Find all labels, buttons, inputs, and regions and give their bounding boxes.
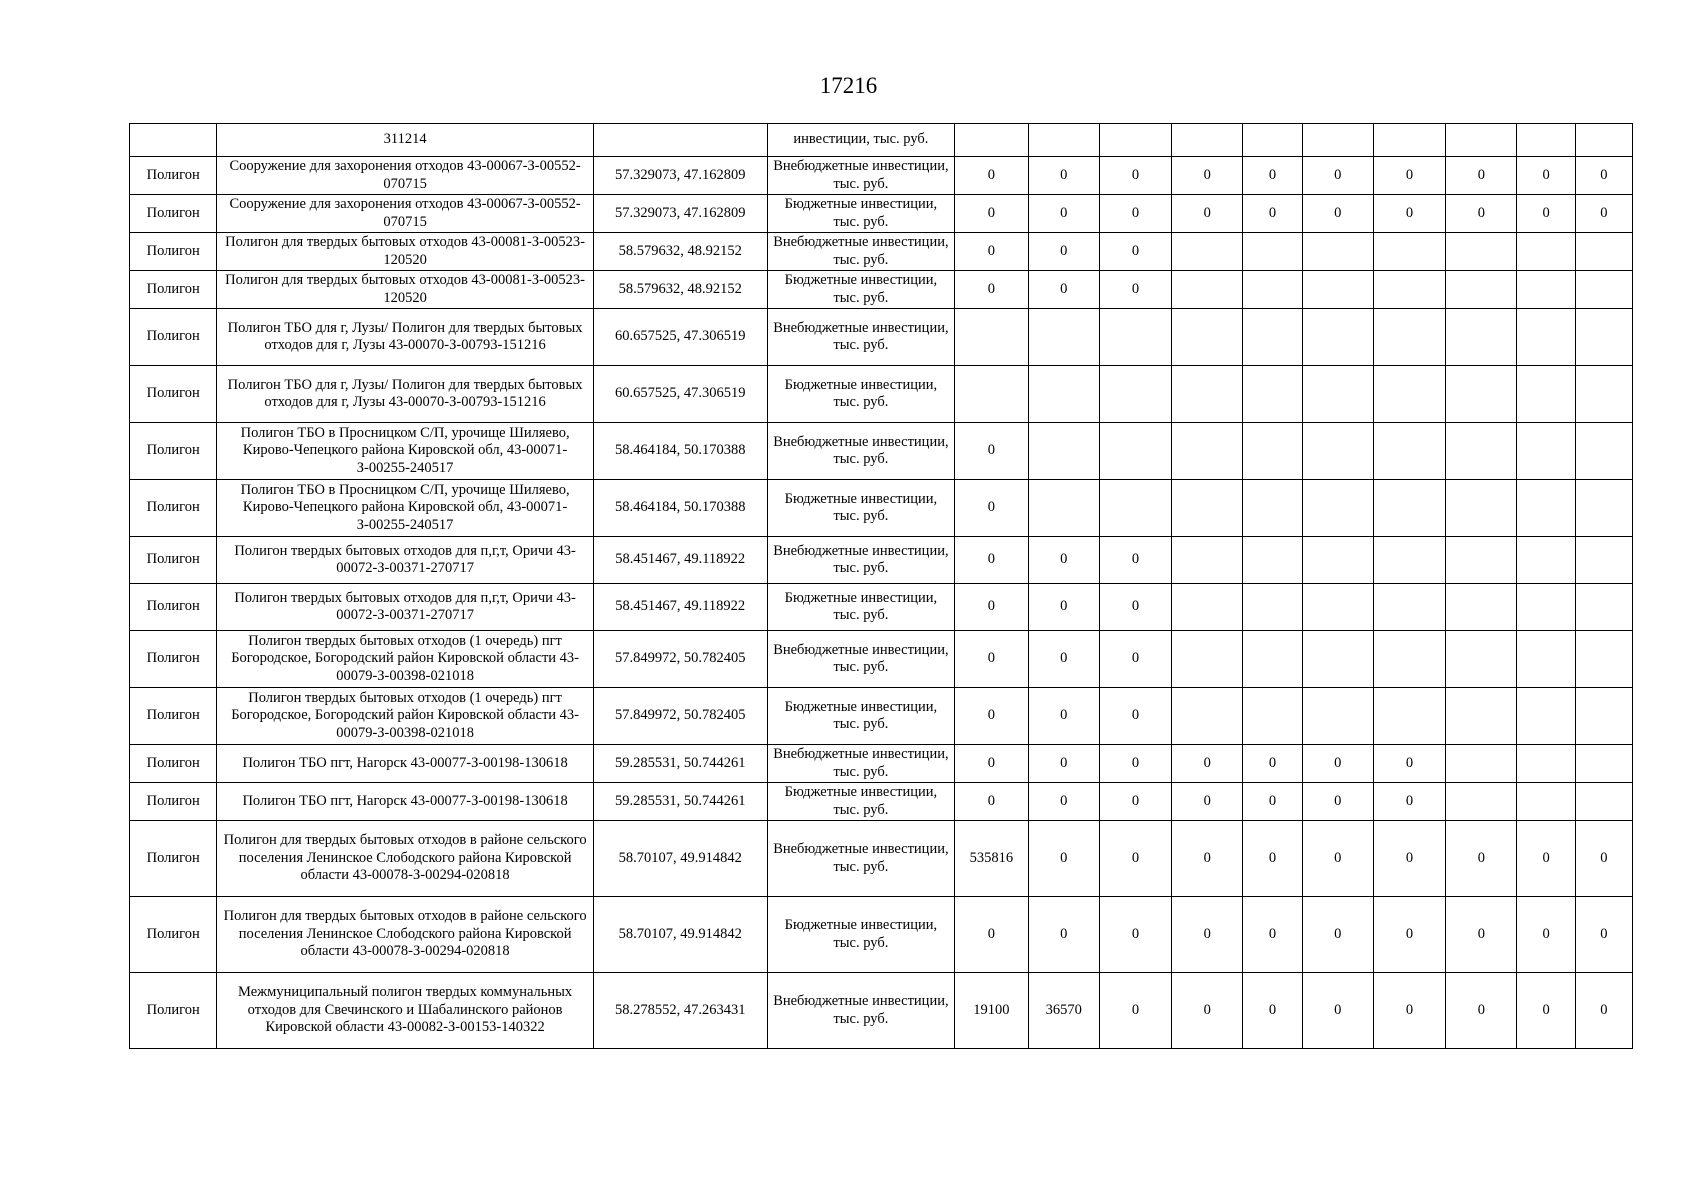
cell-value	[1099, 309, 1171, 366]
table-row	[130, 480, 1633, 537]
cell-value	[1028, 366, 1099, 423]
cell-coords: 58.464184, 50.170388	[593, 423, 767, 480]
cell-type: Полигон	[130, 271, 217, 309]
cell-value: 0	[1373, 897, 1445, 973]
cell-value: 0	[1373, 821, 1445, 897]
cell-value	[1172, 366, 1243, 423]
cell-value	[1172, 271, 1243, 309]
cell-value	[1446, 366, 1517, 423]
cell-value	[1517, 423, 1575, 480]
cell-value	[1446, 631, 1517, 688]
cell-name: Полигон ТБО в Просницком С/П, урочище Шиляево, Кирово-Чепецкого района Кировской обл, 43-00071-З-00255-240517	[217, 423, 594, 480]
cell-funding: Бюджетные инвестиции, тыс. руб.	[767, 480, 955, 537]
cell-funding: Бюджетные инвестиции, тыс. руб.	[767, 195, 955, 233]
investment-table	[129, 123, 1633, 1049]
cell-coords: 59.285531, 50.744261	[593, 783, 767, 821]
cell-funding: инвестиции, тыс. руб.	[767, 124, 955, 157]
table-row	[130, 584, 1633, 631]
cell-type: Полигон	[130, 157, 217, 195]
cell-value: 0	[1446, 195, 1517, 233]
cell-value: 0	[1446, 157, 1517, 195]
cell-value: 0	[1028, 688, 1099, 745]
cell-value: 0	[1446, 897, 1517, 973]
cell-value	[1302, 309, 1373, 366]
table-row	[130, 423, 1633, 480]
cell-value	[1302, 366, 1373, 423]
cell-value	[1302, 688, 1373, 745]
cell-value	[955, 309, 1028, 366]
cell-value: 0	[955, 897, 1028, 973]
cell-value: 0	[1517, 821, 1575, 897]
cell-name: 311214	[217, 124, 594, 157]
cell-coords: 58.579632, 48.92152	[593, 233, 767, 271]
table-row	[130, 271, 1633, 309]
cell-value	[1575, 309, 1632, 366]
cell-value: 0	[1302, 745, 1373, 783]
cell-value	[1099, 423, 1171, 480]
cell-value: 0	[955, 745, 1028, 783]
cell-value	[1517, 309, 1575, 366]
cell-value: 0	[955, 480, 1028, 537]
cell-value	[1373, 124, 1445, 157]
cell-type: Полигон	[130, 480, 217, 537]
cell-value	[1517, 537, 1575, 584]
cell-value: 0	[1099, 745, 1171, 783]
cell-value: 0	[1575, 973, 1632, 1049]
cell-value	[1517, 366, 1575, 423]
cell-value: 0	[1575, 195, 1632, 233]
cell-value	[1446, 309, 1517, 366]
cell-funding: Внебюджетные инвестиции, тыс. руб.	[767, 537, 955, 584]
cell-type: Полигон	[130, 366, 217, 423]
cell-funding: Внебюджетные инвестиции, тыс. руб.	[767, 821, 955, 897]
cell-value	[1517, 480, 1575, 537]
cell-value	[1373, 233, 1445, 271]
cell-value: 0	[1172, 745, 1243, 783]
cell-value	[1575, 783, 1632, 821]
cell-value	[1517, 783, 1575, 821]
cell-value: 0	[1028, 584, 1099, 631]
cell-funding: Бюджетные инвестиции, тыс. руб.	[767, 271, 955, 309]
cell-value: 0	[1302, 821, 1373, 897]
table-row	[130, 157, 1633, 195]
cell-funding: Бюджетные инвестиции, тыс. руб.	[767, 366, 955, 423]
cell-value: 0	[1028, 821, 1099, 897]
cell-name: Полигон для твердых бытовых отходов 43-00081-З-00523-120520	[217, 233, 594, 271]
table-row	[130, 783, 1633, 821]
cell-value	[1302, 124, 1373, 157]
cell-value	[1172, 480, 1243, 537]
cell-value: 0	[1517, 973, 1575, 1049]
cell-coords: 59.285531, 50.744261	[593, 745, 767, 783]
cell-value	[1302, 584, 1373, 631]
cell-value	[1243, 631, 1302, 688]
cell-value: 0	[1028, 271, 1099, 309]
cell-value	[1575, 366, 1632, 423]
cell-value	[955, 124, 1028, 157]
cell-value: 0	[1172, 821, 1243, 897]
page-number: 17216	[819, 73, 878, 98]
cell-value	[1373, 271, 1445, 309]
cell-coords: 58.579632, 48.92152	[593, 271, 767, 309]
cell-value	[1575, 233, 1632, 271]
cell-value	[1575, 688, 1632, 745]
cell-value: 0	[1028, 897, 1099, 973]
cell-type: Полигон	[130, 584, 217, 631]
cell-value	[1099, 124, 1171, 157]
cell-value	[1302, 631, 1373, 688]
cell-name: Полигон твердых бытовых отходов (1 очередь) пгт Богородское, Богородский район Кировской области 43-00079-З-00398-021018	[217, 688, 594, 745]
cell-value: 0	[1517, 157, 1575, 195]
cell-value	[1373, 366, 1445, 423]
cell-value	[1373, 537, 1445, 584]
cell-value: 0	[1099, 157, 1171, 195]
cell-type: Полигон	[130, 233, 217, 271]
cell-value	[1243, 271, 1302, 309]
cell-value: 0	[1099, 631, 1171, 688]
cell-value: 0	[955, 157, 1028, 195]
cell-value	[1575, 631, 1632, 688]
cell-name: Полигон ТБО для г, Лузы/ Полигон для твердых бытовых отходов для г, Лузы 43-00070-З-00793-151216	[217, 309, 594, 366]
cell-value: 0	[1302, 897, 1373, 973]
cell-value	[1575, 584, 1632, 631]
cell-value: 0	[1373, 783, 1445, 821]
cell-value	[1028, 423, 1099, 480]
cell-value	[1243, 423, 1302, 480]
cell-funding: Внебюджетные инвестиции, тыс. руб.	[767, 631, 955, 688]
table-body	[130, 124, 1633, 1049]
cell-value: 0	[1243, 195, 1302, 233]
cell-value: 0	[1302, 783, 1373, 821]
cell-value: 0	[1302, 195, 1373, 233]
cell-value	[1028, 309, 1099, 366]
cell-value	[1243, 537, 1302, 584]
cell-value	[1243, 584, 1302, 631]
cell-value: 0	[1099, 233, 1171, 271]
cell-value: 0	[1373, 157, 1445, 195]
cell-funding: Бюджетные инвестиции, тыс. руб.	[767, 688, 955, 745]
cell-value: 0	[1099, 271, 1171, 309]
cell-value: 0	[1243, 973, 1302, 1049]
cell-value: 0	[1373, 195, 1445, 233]
cell-value: 0	[1243, 745, 1302, 783]
cell-value	[1243, 366, 1302, 423]
cell-value	[1172, 584, 1243, 631]
cell-funding: Бюджетные инвестиции, тыс. руб.	[767, 783, 955, 821]
table-row	[130, 745, 1633, 783]
cell-value	[1172, 537, 1243, 584]
cell-value: 0	[1099, 783, 1171, 821]
cell-value	[1373, 480, 1445, 537]
table-row	[130, 366, 1633, 423]
cell-value: 0	[1243, 821, 1302, 897]
cell-value: 0	[955, 423, 1028, 480]
cell-value	[1243, 233, 1302, 271]
cell-value: 0	[1302, 157, 1373, 195]
cell-value: 0	[1172, 157, 1243, 195]
cell-funding: Внебюджетные инвестиции, тыс. руб.	[767, 973, 955, 1049]
cell-coords: 58.70107, 49.914842	[593, 897, 767, 973]
cell-name: Полигон ТБО пгт, Нагорск 43-00077-З-00198-130618	[217, 745, 594, 783]
cell-value	[1517, 584, 1575, 631]
cell-coords: 57.849972, 50.782405	[593, 631, 767, 688]
cell-value: 0	[1172, 973, 1243, 1049]
cell-value	[1172, 124, 1243, 157]
cell-funding: Внебюджетные инвестиции, тыс. руб.	[767, 423, 955, 480]
table-row-continued	[130, 124, 1633, 157]
cell-value	[1575, 423, 1632, 480]
cell-value: 0	[1099, 537, 1171, 584]
cell-value: 0	[1575, 897, 1632, 973]
cell-name: Полигон твердых бытовых отходов для п,г,т, Оричи 43-00072-З-00371-270717	[217, 537, 594, 584]
cell-value: 0	[955, 584, 1028, 631]
cell-value	[1373, 584, 1445, 631]
cell-value: 36570	[1028, 973, 1099, 1049]
cell-coords: 58.278552, 47.263431	[593, 973, 767, 1049]
cell-value	[1302, 423, 1373, 480]
cell-value: 0	[1028, 195, 1099, 233]
cell-value	[1373, 309, 1445, 366]
cell-value	[1243, 688, 1302, 745]
cell-funding: Внебюджетные инвестиции, тыс. руб.	[767, 233, 955, 271]
cell-value: 0	[1172, 195, 1243, 233]
cell-name: Полигон для твердых бытовых отходов в районе сельского поселения Ленинское Слободского района Кировской области 43-00078-З-00294-020818	[217, 897, 594, 973]
cell-value	[1446, 537, 1517, 584]
table-row	[130, 631, 1633, 688]
cell-value	[1446, 124, 1517, 157]
cell-value	[1302, 271, 1373, 309]
cell-value: 0	[1172, 783, 1243, 821]
cell-value	[1575, 124, 1632, 157]
cell-value	[1446, 480, 1517, 537]
cell-value: 0	[1302, 973, 1373, 1049]
cell-value	[1517, 688, 1575, 745]
cell-value: 0	[955, 195, 1028, 233]
cell-value: 0	[1373, 973, 1445, 1049]
table-row	[130, 821, 1633, 897]
cell-coords: 60.657525, 47.306519	[593, 309, 767, 366]
cell-type: Полигон	[130, 973, 217, 1049]
cell-value	[1302, 537, 1373, 584]
cell-value	[1446, 584, 1517, 631]
cell-value: 0	[1373, 745, 1445, 783]
cell-value	[1517, 124, 1575, 157]
cell-type: Полигон	[130, 688, 217, 745]
table-row	[130, 233, 1633, 271]
cell-value: 0	[1099, 821, 1171, 897]
cell-coords: 57.329073, 47.162809	[593, 157, 767, 195]
cell-value	[1446, 271, 1517, 309]
cell-value: 0	[955, 233, 1028, 271]
cell-value: 0	[1099, 688, 1171, 745]
cell-value: 0	[1575, 821, 1632, 897]
cell-name: Полигон для твердых бытовых отходов 43-00081-З-00523-120520	[217, 271, 594, 309]
cell-coords: 60.657525, 47.306519	[593, 366, 767, 423]
cell-value	[1028, 480, 1099, 537]
cell-value	[1172, 631, 1243, 688]
cell-type: Полигон	[130, 821, 217, 897]
cell-value: 0	[955, 688, 1028, 745]
cell-name: Полигон твердых бытовых отходов (1 очередь) пгт Богородское, Богородский район Кировской области 43-00079-З-00398-021018	[217, 631, 594, 688]
cell-coords: 58.464184, 50.170388	[593, 480, 767, 537]
cell-value	[1575, 537, 1632, 584]
cell-value	[1446, 745, 1517, 783]
cell-value: 0	[1028, 631, 1099, 688]
cell-value: 0	[1099, 584, 1171, 631]
cell-value	[1575, 271, 1632, 309]
cell-value: 0	[1243, 897, 1302, 973]
cell-name: Полигон для твердых бытовых отходов в районе сельского поселения Ленинское Слободского района Кировской области 43-00078-З-00294-020818	[217, 821, 594, 897]
cell-value	[1172, 309, 1243, 366]
cell-type: Полигон	[130, 783, 217, 821]
cell-value	[1028, 124, 1099, 157]
cell-type: Полигон	[130, 423, 217, 480]
table-row	[130, 309, 1633, 366]
cell-value	[1243, 309, 1302, 366]
cell-value: 0	[1028, 745, 1099, 783]
cell-coords: 58.451467, 49.118922	[593, 537, 767, 584]
cell-value	[1302, 480, 1373, 537]
cell-type: Полигон	[130, 195, 217, 233]
cell-value	[1517, 631, 1575, 688]
cell-value	[1517, 271, 1575, 309]
cell-value: 535816	[955, 821, 1028, 897]
cell-name: Сооружение для захоронения отходов 43-00067-З-00552-070715	[217, 157, 594, 195]
cell-coords: 58.451467, 49.118922	[593, 584, 767, 631]
cell-value	[1243, 124, 1302, 157]
cell-type: Полигон	[130, 897, 217, 973]
cell-value: 0	[1446, 973, 1517, 1049]
cell-name: Полигон ТБО для г, Лузы/ Полигон для твердых бытовых отходов для г, Лузы 43-00070-З-00793-151216	[217, 366, 594, 423]
cell-value	[1575, 745, 1632, 783]
cell-value	[1099, 366, 1171, 423]
cell-name: Полигон ТБО пгт, Нагорск 43-00077-З-00198-130618	[217, 783, 594, 821]
cell-name: Полигон твердых бытовых отходов для п,г,т, Оричи 43-00072-З-00371-270717	[217, 584, 594, 631]
table-row	[130, 537, 1633, 584]
cell-value	[1575, 480, 1632, 537]
cell-value	[1099, 480, 1171, 537]
cell-funding: Внебюджетные инвестиции, тыс. руб.	[767, 309, 955, 366]
cell-name: Полигон ТБО в Просницком С/П, урочище Шиляево, Кирово-Чепецкого района Кировской обл, 43-00071-З-00255-240517	[217, 480, 594, 537]
cell-value: 0	[955, 271, 1028, 309]
cell-value: 0	[1028, 157, 1099, 195]
cell-value: 0	[1099, 973, 1171, 1049]
cell-coords: 57.849972, 50.782405	[593, 688, 767, 745]
cell-name: Межмуниципальный полигон твердых коммунальных отходов для Свечинского и Шабалинского районов Кировской области 43-00082-З-00153-140322	[217, 973, 594, 1049]
cell-value: 0	[955, 783, 1028, 821]
cell-value: 0	[955, 537, 1028, 584]
table-row	[130, 688, 1633, 745]
cell-funding: Внебюджетные инвестиции, тыс. руб.	[767, 745, 955, 783]
cell-value	[1302, 233, 1373, 271]
cell-value: 0	[1446, 821, 1517, 897]
cell-value	[1517, 233, 1575, 271]
cell-value	[1446, 233, 1517, 271]
cell-value	[1373, 688, 1445, 745]
cell-value: 0	[1099, 195, 1171, 233]
cell-type: Полигон	[130, 309, 217, 366]
cell-type	[130, 124, 217, 157]
cell-coords: 58.70107, 49.914842	[593, 821, 767, 897]
cell-funding: Внебюджетные инвестиции, тыс. руб.	[767, 157, 955, 195]
cell-value: 0	[1028, 783, 1099, 821]
cell-value: 0	[955, 631, 1028, 688]
cell-type: Полигон	[130, 745, 217, 783]
cell-funding: Бюджетные инвестиции, тыс. руб.	[767, 584, 955, 631]
cell-value	[1172, 423, 1243, 480]
cell-value	[1446, 783, 1517, 821]
cell-coords: 57.329073, 47.162809	[593, 195, 767, 233]
cell-funding: Бюджетные инвестиции, тыс. руб.	[767, 897, 955, 973]
cell-value: 0	[1243, 157, 1302, 195]
cell-value: 0	[1099, 897, 1171, 973]
cell-value: 19100	[955, 973, 1028, 1049]
cell-value: 0	[1517, 195, 1575, 233]
cell-value	[1446, 423, 1517, 480]
cell-value: 0	[1028, 233, 1099, 271]
cell-type: Полигон	[130, 631, 217, 688]
table-row	[130, 897, 1633, 973]
cell-value: 0	[1575, 157, 1632, 195]
cell-value: 0	[1517, 897, 1575, 973]
cell-value	[1243, 480, 1302, 537]
cell-value	[1446, 688, 1517, 745]
cell-name: Сооружение для захоронения отходов 43-00067-З-00552-070715	[217, 195, 594, 233]
cell-value	[1172, 688, 1243, 745]
table-row	[130, 973, 1633, 1049]
cell-value	[1517, 745, 1575, 783]
cell-value	[1172, 233, 1243, 271]
cell-value	[955, 366, 1028, 423]
table-row	[130, 195, 1633, 233]
cell-value: 0	[1172, 897, 1243, 973]
cell-value: 0	[1243, 783, 1302, 821]
cell-value	[1373, 631, 1445, 688]
cell-value	[1373, 423, 1445, 480]
cell-coords	[593, 124, 767, 157]
cell-type: Полигон	[130, 537, 217, 584]
cell-value: 0	[1028, 537, 1099, 584]
